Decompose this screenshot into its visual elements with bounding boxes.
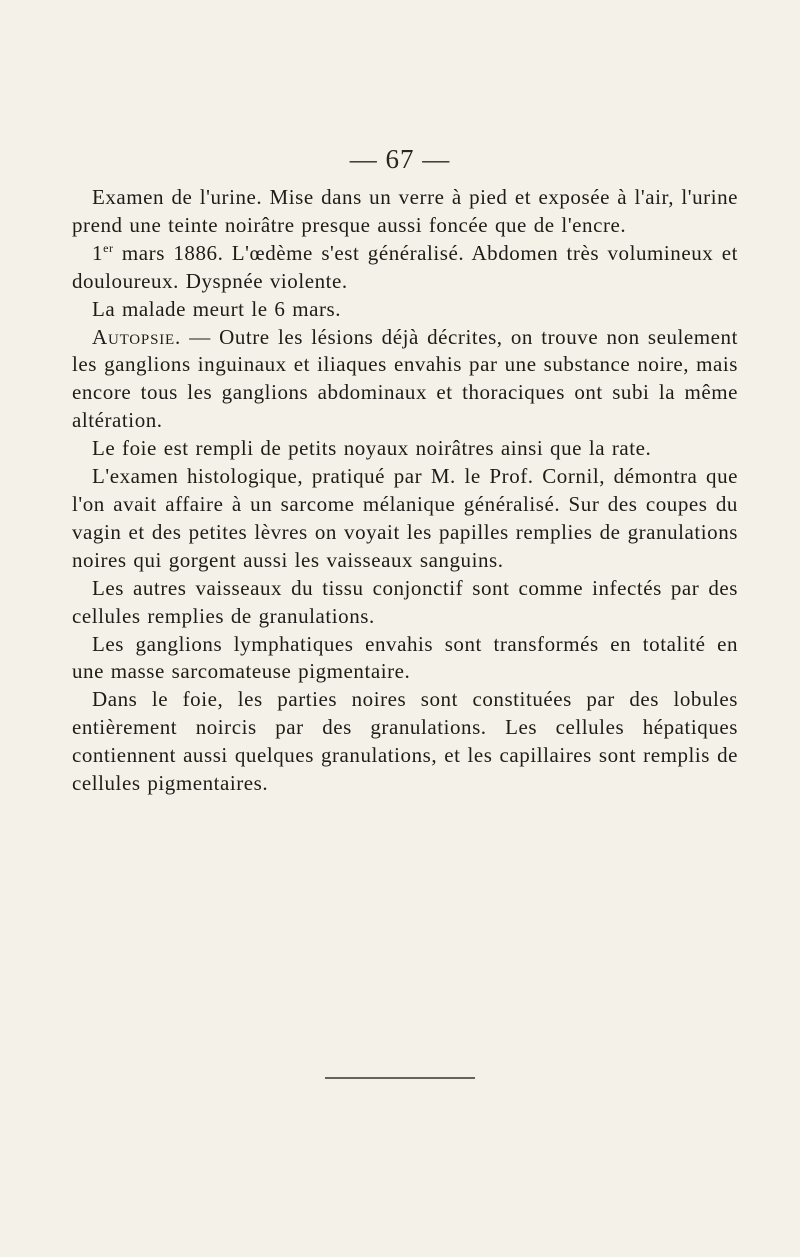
paragraph-histology: L'examen histologique, pratiqué par M. le Prof. Cornil, démontra que l'on avait affaire à un sarcome mélanique généralisé. Sur des coupes du vagin et des petites lèvres on voyait les papilles remplies de granulations noires qui gorgent aussi les vaisseaux sanguins.	[72, 464, 738, 572]
paragraph-liver: Le foie est rempli de petits noyaux noirâtres ainsi que la rate.	[92, 436, 652, 461]
paragraph-urine-exam: Examen de l'urine. Mise dans un verre à pied et exposée à l'air, l'urine prend une teinte noirâtre presque aussi foncée que de l'encre.	[72, 185, 738, 237]
closing-rule	[325, 1077, 475, 1079]
autopsy-label: Autopsie.	[92, 324, 182, 349]
paragraph-march-first	[72, 240, 738, 296]
ordinal-suffix: er	[103, 240, 114, 255]
paragraph-march-first-text: mars 1886. L'œdème s'est généralisé. Abdomen très volumineux et douloureux. Dyspnée violente.	[72, 240, 738, 293]
page-number: — 67 —	[349, 144, 451, 174]
paragraph-vessels: Les autres vaisseaux du tissu conjonctif sont comme infectés par des cellules remplies de granulations.	[72, 575, 738, 628]
date-day: 1	[92, 240, 104, 265]
body-text	[72, 184, 738, 798]
autopsy-text: — Outre les lésions déjà décrites, on trouve non seulement les ganglions inguinaux et iliaques envahis par une substance noire, mais encore tous les ganglions abdominaux et thoraciques ont subi la même altération.	[72, 324, 738, 433]
paragraph-death: La malade meurt le 6 mars.	[92, 296, 342, 321]
paragraph-lymph-nodes: Les ganglions lymphatiques envahis sont transformés en totalité en une masse sarcomateuse pigmentaire.	[72, 631, 738, 684]
paragraph-autopsy	[72, 324, 738, 436]
paragraph-liver-lobules: Dans le foie, les parties noires sont constituées par des lobules entièrement noircis par des granulations. Les cellules hépatiques contiennent aussi quelques granulations, et les capillaires sont remplis de cellules pigmentaires.	[72, 687, 738, 796]
